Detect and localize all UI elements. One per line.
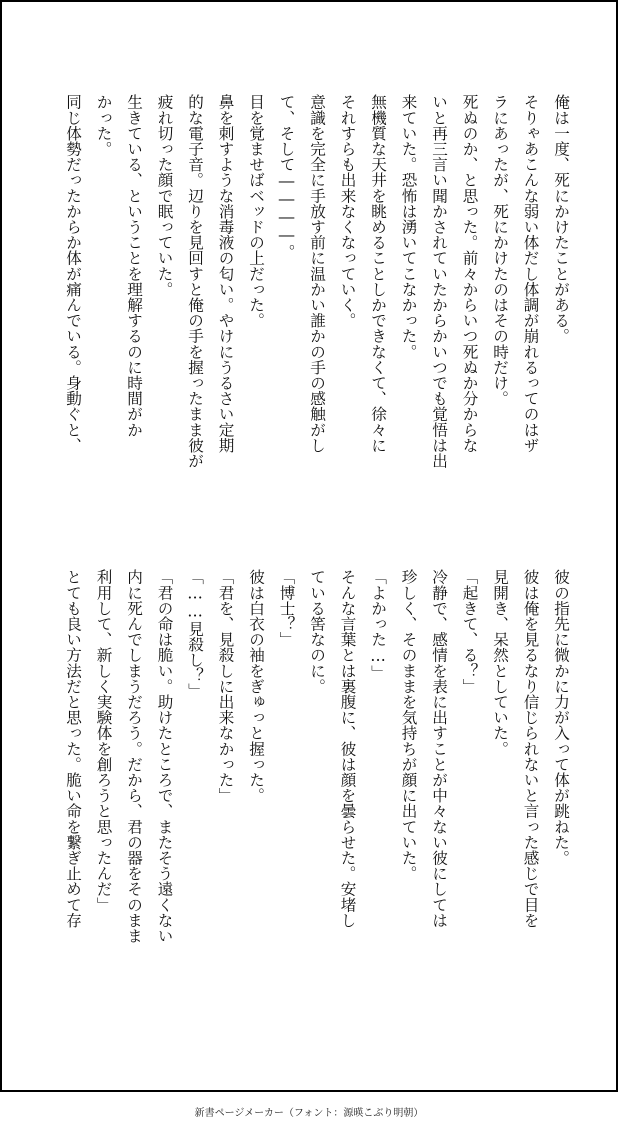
text-line: 彼は俺を見るなり信じられないと言った感じで目を (521, 569, 540, 928)
text-line: かった。 (94, 94, 113, 157)
text-line: 冷静で、感情を表に出すことが中々ない彼にしては (430, 569, 448, 928)
text-line: 俺は一度、死にかけたことがある。 (552, 94, 570, 344)
text-line: とても良い方法だと思った。脆い命を繋ぎ止めて存 (64, 569, 82, 928)
text-line: 利用して、新しく実験体を創ろうと思ったんだ」 (94, 569, 113, 913)
text-line: 珍しく、そのままを気持ちが顔に出ていた。 (399, 569, 418, 881)
upper-text-block (58, 94, 577, 514)
text-line: 彼の指先に微かに力が入って体が跳ねた。 (552, 569, 570, 866)
text-line: 「……見殺し？」 (186, 569, 204, 699)
text-line: 的な電子音。辺りを見回すと俺の手を握ったまま彼が (186, 94, 204, 469)
text-line: て、そして――――。 (277, 94, 296, 260)
text-line: 「起きて、る？」 (460, 569, 479, 694)
text-line: 意識を完全に手放す前に温かい誰かの手の感触がし (308, 94, 326, 453)
text-line: 「よかった…」 (369, 569, 387, 681)
text-line: ている筈なのに。 (308, 569, 326, 694)
text-line: 内に死んでしまうだろう。だから、君の器をそのまま (125, 569, 143, 944)
text-line: そりゃあこんな弱い体だし体調が崩れるってのはザ (521, 94, 540, 453)
page-maker-credit: 新書ページメーカー（フォント：源暎こぶり明朝） (194, 1108, 424, 1119)
text-line: 「君を、見殺しに出来なかった」 (216, 569, 235, 803)
text-line: 彼は白衣の袖をぎゅっと握った。 (247, 569, 265, 803)
text-line: いと再三言い聞かされていたからかいつでも覚悟は出 (430, 94, 448, 469)
text-line: 来ていた。恐怖は湧いてこなかった。 (399, 94, 418, 360)
text-line: ラにあったが、死にかけたのはその時だけ。 (491, 94, 509, 406)
text-line: 死ぬのか、と思った。前々からいつ死ぬか分からな (460, 94, 479, 453)
text-line: 同じ体勢だったからか体が痛んでいる。身動ぐと、 (64, 94, 82, 453)
text-line: そんな言葉とは裏腹に、彼は顔を曇らせた。安堵し (338, 569, 357, 928)
text-line: 見開き、呆然としていた。 (491, 569, 509, 757)
text-line: 鼻を刺すような消毒液の匂い。やけにうるさい定期 (216, 94, 235, 453)
lower-text-block (58, 569, 577, 1009)
text-line: 生きている、ということを理解するのに時間がか (125, 94, 143, 438)
text-line: 無機質な天井を眺めることしかできなくて、徐々に (369, 94, 387, 453)
text-line: 「君の命は脆い。助けたところで、またそう遠くない (155, 569, 174, 944)
text-line: 目を覚ませばベッドの上だった。 (247, 94, 265, 328)
text-line: 疲れ切った顔で眠っていた。 (155, 94, 174, 297)
text-line: それすらも出来なくなっていく。 (338, 94, 357, 328)
text-line: 「博士？」 (277, 569, 296, 647)
